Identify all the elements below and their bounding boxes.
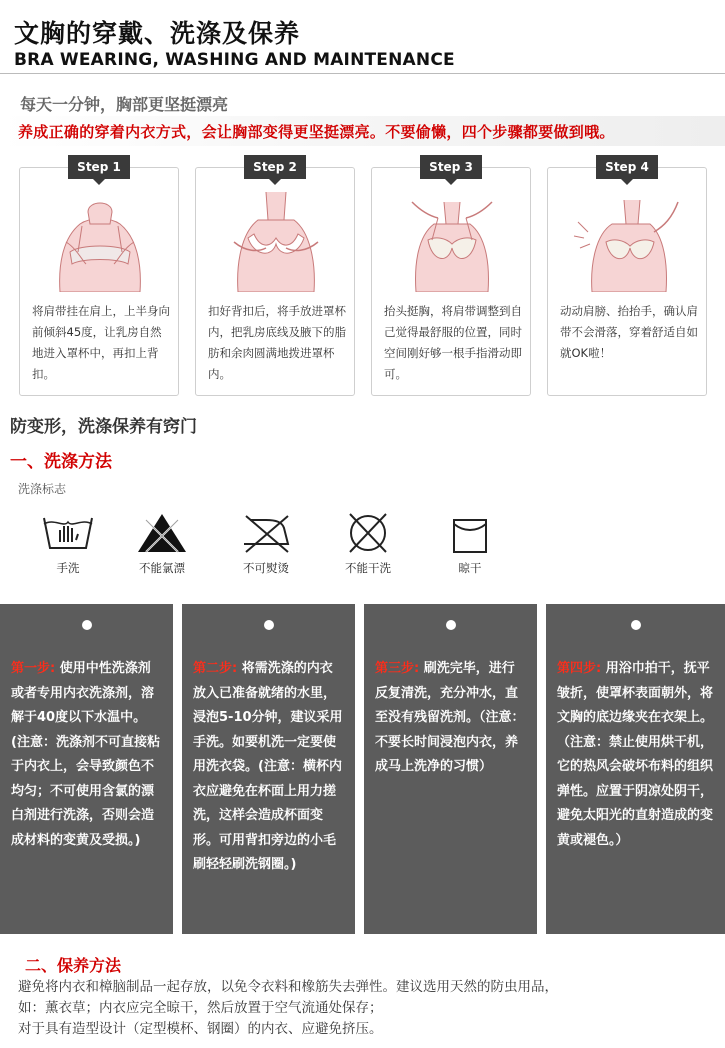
washing-signs-label: 洗涤标志 <box>18 482 67 496</box>
step-card-4 <box>547 160 707 396</box>
step-card-2 <box>195 160 355 396</box>
page-subtitle: BRA WEARING, WASHING AND MAINTENANCE <box>14 50 455 70</box>
no-iron-icon <box>236 510 296 555</box>
wash-step-text <box>557 657 713 853</box>
wash-step-text <box>375 657 525 780</box>
care-line: 避免将内衣和樟脑制品一起存放，以免令衣料和橡筋失去弹性。建议选用天然的防虫用品， <box>18 979 558 995</box>
icon-label: 不能氯漂 <box>139 561 185 575</box>
step-card-3 <box>371 160 531 396</box>
wash-step-lead: 第三步: <box>375 661 420 676</box>
icon-label: 不能干洗 <box>345 561 391 575</box>
care-instructions <box>18 977 723 1040</box>
step-description: 动动肩膀、抬抬手，确认肩带不会滑落，穿着舒适自如就OK啦！ <box>560 304 698 360</box>
intro-banner <box>0 116 725 146</box>
hand-wash-icon <box>38 510 98 555</box>
wash-step-lead: 第二步: <box>193 661 238 676</box>
wash-step-card-3 <box>364 604 537 934</box>
wash-step-card-4 <box>546 604 725 934</box>
wash-step-body: 刷洗完毕，进行反复清洗，充分冲水，直至没有残留洗剂。（注意：不要长时间浸泡内衣，养成马上洗净的习惯） <box>375 661 525 774</box>
shade-dry-icon <box>440 510 500 555</box>
no-bleach-icon <box>132 510 192 555</box>
title-divider <box>0 73 725 74</box>
wash-step-text <box>11 657 161 853</box>
card-dot <box>82 620 92 630</box>
care-method-title: 二、保养方法 <box>25 956 122 975</box>
step-label: Step 2 <box>244 155 306 179</box>
intro-heading: 每天一分钟，胸部更坚挺漂亮 <box>20 95 229 114</box>
step-description: 扣好背扣后，将手放进罩杯内，把乳房底线及腋下的脂肪和余肉圆满地拨进罩杯内。 <box>208 304 346 381</box>
step-3-illustration <box>382 182 522 292</box>
icon-label: 晾干 <box>458 561 482 575</box>
page-title: 文胸的穿戴、洗涤及保养 <box>14 19 301 48</box>
card-dot <box>264 620 274 630</box>
no-dry-clean-icon <box>338 510 398 555</box>
section-title: 防变形，洗涤保养有窍门 <box>10 417 197 437</box>
wash-step-lead: 第四步: <box>557 661 602 676</box>
wash-step-card-2 <box>182 604 355 934</box>
icon-label: 手洗 <box>56 561 80 575</box>
step-card-1 <box>19 160 179 396</box>
icon-label: 不可熨烫 <box>243 561 289 575</box>
card-dot <box>446 620 456 630</box>
wash-step-lead: 第一步: <box>11 661 56 676</box>
care-line: 如：薰衣草；内衣应完全晾干，然后放置于空气流通处保存； <box>18 1000 383 1016</box>
care-line: 对于具有造型设计（定型模杯、钢圈）的内衣、应避免挤压。 <box>18 1021 383 1037</box>
step-label: Step 3 <box>420 155 482 179</box>
wash-step-body: 用浴巾拍干，抚平皱折，使罩杯表面朝外，将文胸的底边缘夹在衣架上。（注意：禁止使用烘干机，它的热风会破坏布料的组织弹性。应置于阴凉处阴干，避免太阳光的直射造成的变黄或褪色。） <box>557 661 714 848</box>
step-description: 将肩带挂在肩上，上半身向前倾斜45度，让乳房自然地进入罩杯中，再扣上背扣。 <box>32 304 170 381</box>
wash-step-card-1 <box>0 604 173 934</box>
step-4-illustration <box>558 182 698 292</box>
intro-tip: 养成正确的穿着内衣方式，会让胸部变得更坚挺漂亮。不要偷懒，四个步骤都要做到哦。 <box>18 123 615 141</box>
wash-step-body: 使用中性洗涤剂或者专用内衣洗涤剂，溶解于40度以下水温中。(注意：洗涤剂不可直接粘于内衣上，会导致颜色不均匀；不可使用含氯的漂白剂进行洗涤，否则会造成材料的变黄及受损。) <box>11 661 160 848</box>
wash-step-body: 将需洗涤的内衣放入已准备就绪的水里，浸泡5-10分钟，建议采用手洗。如要机洗一定要使用洗衣袋。(注意：横杯内衣应避免在杯面上用力搓洗，这样会造成杯面变形。可用背扣旁边的小毛刷轻轻刷洗钢圈。) <box>193 661 343 872</box>
step-description: 抬头挺胸，将肩带调整到自己觉得最舒服的位置，同时空间刚好够一根手指滑动即可。 <box>384 304 522 381</box>
step-label: Step 4 <box>596 155 658 179</box>
step-2-illustration <box>206 182 346 292</box>
wash-step-text <box>193 657 343 878</box>
card-dot <box>631 620 641 630</box>
washing-method-title: 一、洗涤方法 <box>10 452 112 472</box>
step-1-illustration <box>30 182 170 292</box>
step-label: Step 1 <box>68 155 130 179</box>
